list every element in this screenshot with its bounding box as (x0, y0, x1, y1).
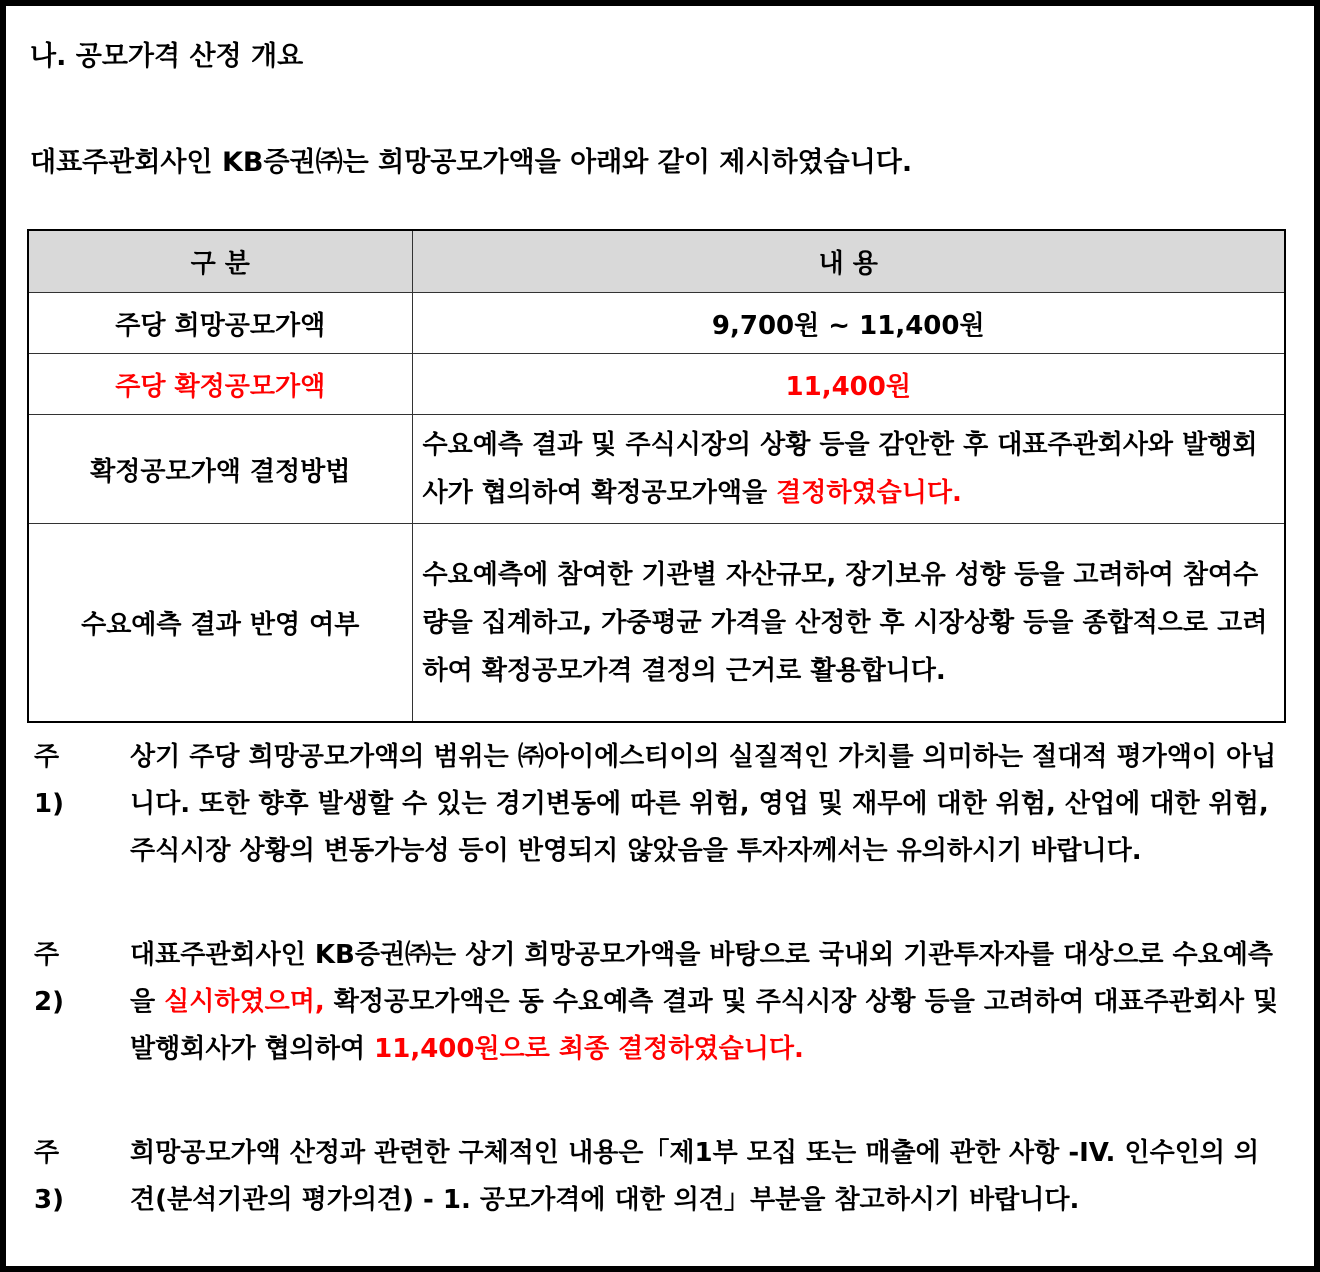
note-label: 주1) (34, 742, 64, 819)
note-text: 희망공모가액 산정과 관련한 구체적인 내용은「제1부 모집 또는 매출에 관한 사항 -IV. 인수인의 의견(분석기관의 평가의견) - 1. 공모가격에 대한 의견」부분을 참고하시기 바랍니다. (130, 1138, 1260, 1215)
note-text: 상기 주당 희망공모가액의 범위는 ㈜아이에스티이의 실질적인 가치를 의미하는 절대적 평가액이 아닙니다. 또한 향후 발생할 수 있는 경기변동에 따른 위험, 영업 및 재무에 대한 위험, 산업에 대한 위험, 주식시장 상황의 변동가능성 등이 반영되지 않았음을 투자자께서는 유의하시기 바랍니다. (130, 742, 1277, 866)
row-label: 수요예측 결과 반영 여부 (28, 524, 412, 723)
table-row (28, 415, 1285, 524)
row-value: 수요예측에 참여한 기관별 자산규모, 장기보유 성향 등을 고려하여 참여수량을 집계하고, 가중평균 가격을 산정한 후 시장상황 등을 종합적으로 고려하여 확정공모가격 결정의 근거로 활용합니다. (412, 524, 1285, 723)
table-row (28, 354, 1285, 415)
note-label: 주3) (34, 1138, 64, 1215)
row-value: 수요예측 결과 및 주식시장의 상황 등을 감안한 후 대표주관회사와 발행회사가 협의하여 확정공모가액을 결정하였습니다. (412, 415, 1285, 524)
row-label: 주당 희망공모가액 (28, 293, 412, 354)
header-category: 구 분 (28, 230, 412, 293)
row-label: 주당 확정공모가액 (28, 354, 412, 415)
row-value: 11,400원 (412, 354, 1285, 415)
header-content: 내 용 (412, 230, 1285, 293)
row-value: 9,700원 ~ 11,400원 (412, 293, 1285, 354)
price-table (27, 229, 1286, 723)
table-row (28, 293, 1285, 354)
note-text: 대표주관회사인 KB증권㈜는 상기 희망공모가액을 바탕으로 국내외 기관투자자를 대상으로 수요예측을 실시하였으며, 확정공모가액은 동 수요예측 결과 및 주식시장 상황 등을 고려하여 대표주관회사 및 발행회사가 협의하여 11,400원으로 최종 결정하였습니다. (130, 940, 1279, 1064)
intro-text: 대표주관회사인 KB증권㈜는 희망공모가액을 아래와 같이 제시하였습니다. (30, 147, 913, 178)
table-row (28, 524, 1285, 723)
row-label: 확정공모가액 결정방법 (28, 415, 412, 524)
note-label: 주2) (34, 940, 64, 1017)
table-header-row (28, 230, 1285, 293)
section-title: 나. 공모가격 산정 개요 (30, 41, 304, 72)
